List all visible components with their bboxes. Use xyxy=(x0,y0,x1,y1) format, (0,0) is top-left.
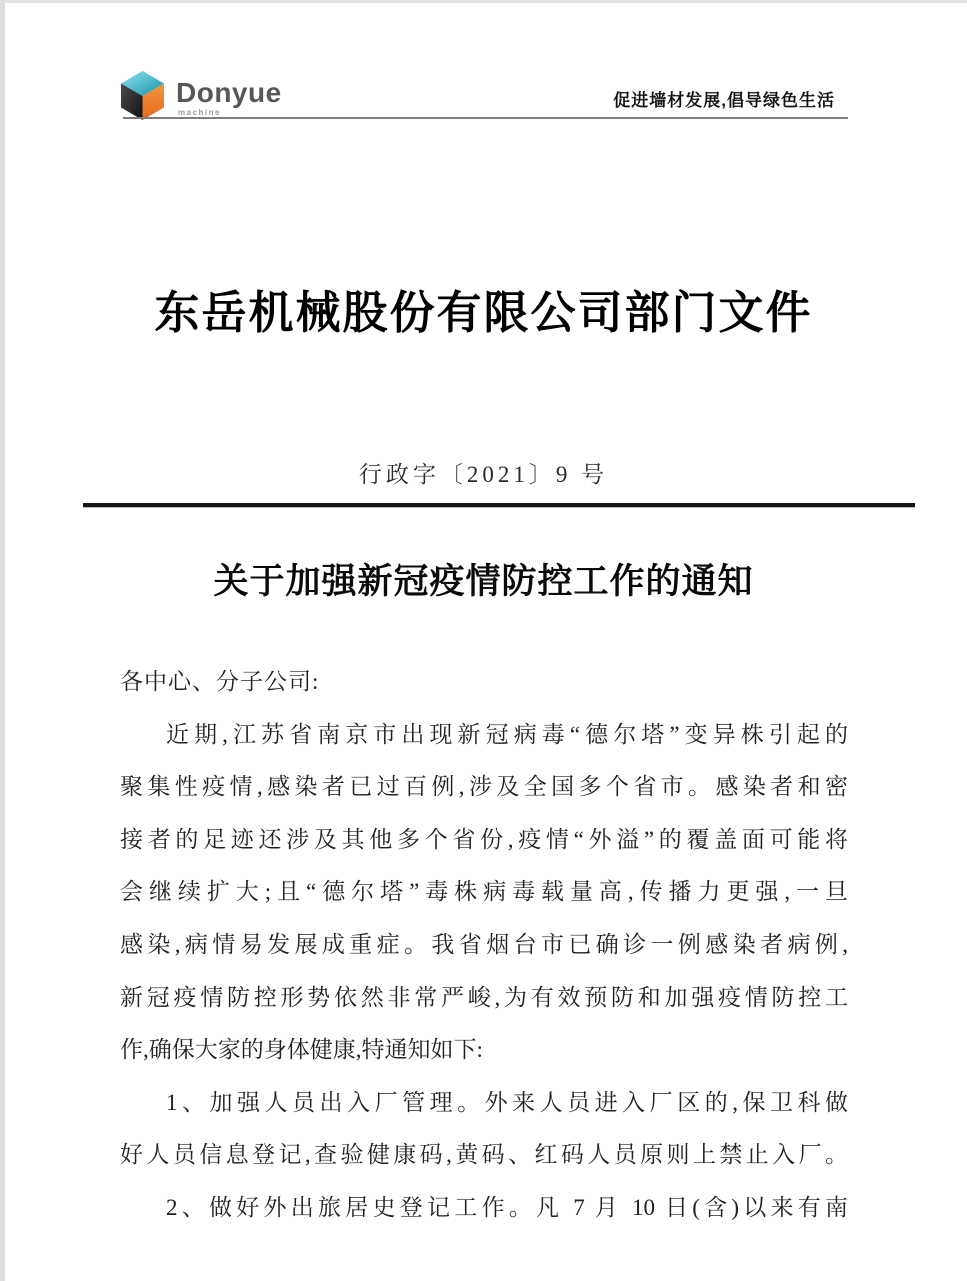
body-line: 聚集性疫情,感染者已过百例,涉及全国多个省市。感染者和密 xyxy=(120,774,848,800)
logo-subtext: machine xyxy=(178,108,221,117)
scan-edge-top xyxy=(0,0,967,3)
body-line: 好人员信息登记,查验健康码,黄码、红码人员原则上禁止入厂。 xyxy=(120,1142,848,1168)
body-line: 新冠疫情防控形势依然非常严峻,为有效预防和加强疫情防控工 xyxy=(120,984,848,1010)
title-separator-line xyxy=(83,503,915,507)
body-line: 作,确保大家的身体健康,特通知如下: xyxy=(120,1037,483,1063)
body-line-item-1: 1、加强人员出入厂管理。外来人员进入厂区的,保卫科做 xyxy=(166,1089,848,1115)
document-body xyxy=(120,656,848,1235)
salutation-line: 各中心、分子公司: xyxy=(120,669,320,694)
body-line: 接者的足迹还涉及其他多个省份,疫情“外溢”的覆盖面可能将 xyxy=(120,826,848,852)
body-line: 近期,江苏省南京市出现新冠病毒“德尔塔”变异株引起的 xyxy=(166,721,848,747)
logo-wordmark xyxy=(176,79,282,117)
logo-brand-text: Donyue xyxy=(176,77,282,108)
body-line-item-2: 2、做好外出旅居史登记工作。凡 7 月 10 日(含)以来有南 xyxy=(166,1194,848,1220)
body-line: 会继续扩大;且“德尔塔”毒株病毒载量高,传播力更强,一旦 xyxy=(120,879,848,905)
header-divider-line xyxy=(123,117,848,119)
document-title: 东岳机械股份有限公司部门文件 xyxy=(154,288,813,338)
header-slogan: 促进墙材发展,倡导绿色生活 xyxy=(613,91,835,110)
scan-edge-left xyxy=(0,0,5,1281)
notice-subject-title: 关于加强新冠疫情防控工作的通知 xyxy=(213,562,754,601)
body-line: 感染,病情易发展成重症。我省烟台市已确诊一例感染者病例, xyxy=(120,931,848,957)
document-number: 行政字〔2021〕9 号 xyxy=(358,462,609,487)
